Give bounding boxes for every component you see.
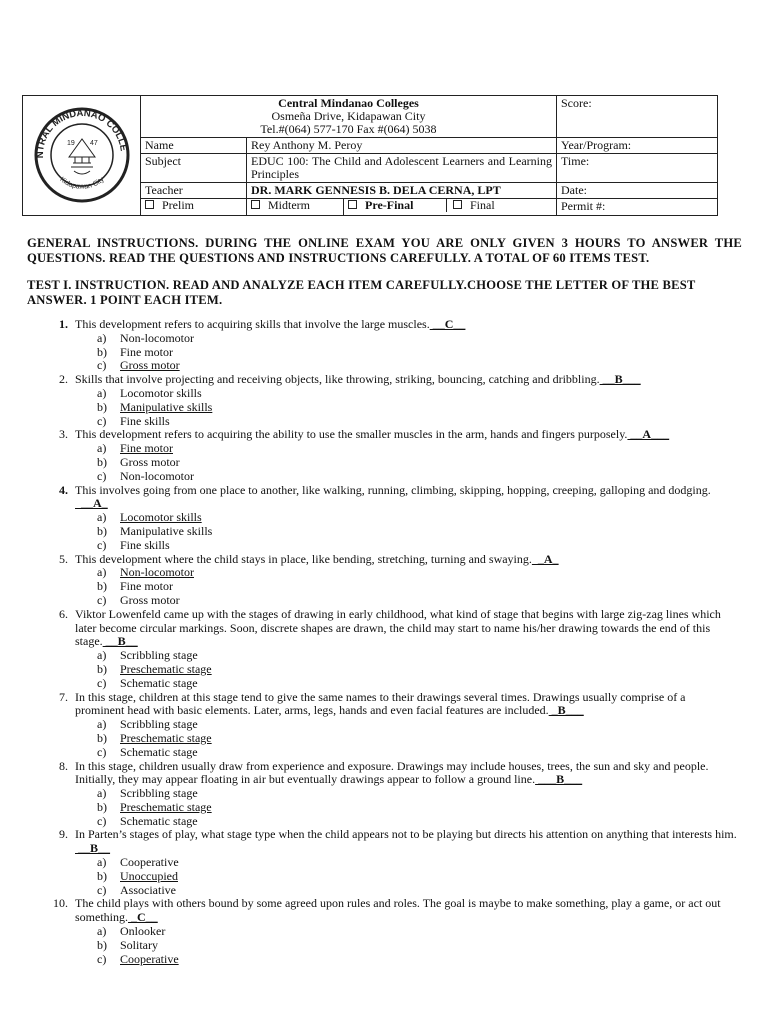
option-text: Fine motor <box>120 441 173 456</box>
question-text-block <box>75 828 737 856</box>
svg-text:19: 19 <box>66 140 75 147</box>
answer-option <box>0 815 768 829</box>
checkbox-icon <box>145 200 154 209</box>
question-text-block <box>75 318 737 332</box>
option-letter: a) <box>97 648 107 663</box>
question-number: 4. <box>59 482 68 497</box>
question-text: The child plays with others bound by some agreed upon rules and roles. The goal is maybe to make something, play a game, or act out something. <box>75 896 721 925</box>
option-letter: c) <box>97 882 107 897</box>
question-item <box>0 484 768 553</box>
term-final[interactable]: Final <box>447 199 495 212</box>
option-text: Locomotor skills <box>120 385 202 400</box>
question-text-block <box>75 428 737 442</box>
option-text: Non-locomotor <box>120 468 194 483</box>
school-info-cell <box>141 96 557 138</box>
answer-blank: __A_ <box>75 496 108 511</box>
question-number: 8. <box>59 758 68 773</box>
question-text-block <box>75 484 737 512</box>
question-text: In this stage, children at this stage tend to give the same names to their drawings several times. Drawings usually comprise of a prominent head with basic elements. Later, arms, legs, hands and even facial features are included. <box>75 689 686 718</box>
school-address: Osmeña Drive, Kidapawan City <box>271 109 426 123</box>
question-number: 6. <box>59 606 68 621</box>
option-letter: a) <box>97 786 107 801</box>
answer-option <box>0 580 768 594</box>
checkbox-icon <box>453 200 462 209</box>
subject-value: EDUC 100: The Child and Adolescent Learners and Learning Principles <box>247 154 557 183</box>
option-letter: c) <box>97 951 107 966</box>
question-number: 2. <box>59 372 68 387</box>
answer-blank: __B___ <box>599 372 641 387</box>
answer-option <box>0 953 768 967</box>
term-midterm[interactable]: Midterm <box>247 199 344 216</box>
question-text: In Parten’s stages of play, what stage type when the child appears not to be playing but directs his attention on anything that interests him. <box>75 827 737 842</box>
question-item <box>0 428 768 483</box>
option-text: Solitary <box>120 937 158 952</box>
answer-blank: __A___ <box>627 427 670 442</box>
checkbox-icon <box>348 200 357 209</box>
option-text: Gross motor <box>120 454 180 469</box>
option-text: Associative <box>120 882 176 897</box>
option-text: Unoccupied <box>120 868 178 883</box>
option-text: Schematic stage <box>120 675 198 690</box>
option-text: Onlooker <box>120 924 166 939</box>
option-text: Non-locomotor <box>120 330 194 345</box>
question-text-block <box>75 691 737 719</box>
answer-option <box>0 346 768 360</box>
school-seal-logo <box>29 105 135 203</box>
option-letter: b) <box>97 730 107 745</box>
question-number: 10. <box>53 896 68 911</box>
answer-blank: __B__ <box>75 841 111 856</box>
question-text-block <box>75 553 737 567</box>
question-item <box>0 608 768 691</box>
test-instruction: TEST I. INSTRUCTION. READ AND ANALYZE EACH ITEM CAREFULLY.CHOOSE THE LETTER OF THE BEST ANSWER. 1 POINT EACH ITEM. <box>27 278 696 307</box>
answer-option <box>0 566 768 580</box>
answer-option <box>0 718 768 732</box>
year-program-cell: Year/Program: <box>557 138 718 154</box>
answer-option <box>0 539 768 553</box>
answer-option <box>0 387 768 401</box>
option-text: Scribbling stage <box>120 648 198 663</box>
option-letter: b) <box>97 579 107 594</box>
option-text: Schematic stage <box>120 744 198 759</box>
option-text: Scribbling stage <box>120 786 198 801</box>
option-text: Fine motor <box>120 579 173 594</box>
exam-header-table <box>22 95 718 216</box>
answer-blank: __B__ <box>102 634 138 649</box>
answer-option <box>0 332 768 346</box>
option-letter: c) <box>97 468 107 483</box>
option-letter: b) <box>97 868 107 883</box>
option-text: Manipulative skills <box>120 399 213 414</box>
question-number: 5. <box>59 551 68 566</box>
question-text-block <box>75 608 737 649</box>
option-letter: a) <box>97 385 107 400</box>
option-letter: a) <box>97 510 107 525</box>
answer-blank: ___B___ <box>535 772 583 787</box>
svg-text:Kidapawan City: Kidapawan City <box>57 176 106 191</box>
answer-option <box>0 594 768 608</box>
option-letter: a) <box>97 565 107 580</box>
question-item <box>0 897 768 966</box>
option-letter: c) <box>97 413 107 428</box>
answer-option <box>0 925 768 939</box>
question-text-block <box>75 760 737 788</box>
answer-option <box>0 663 768 677</box>
option-letter: c) <box>97 358 107 373</box>
option-text: Scribbling stage <box>120 717 198 732</box>
option-text: Cooperative <box>120 951 179 966</box>
option-letter: b) <box>97 344 107 359</box>
answer-blank: _A_ <box>531 551 559 566</box>
teacher-value: DR. MARK GENNESIS B. DELA CERNA, LPT <box>247 183 557 199</box>
question-item <box>0 760 768 829</box>
question-number: 1. <box>59 317 68 331</box>
question-list <box>0 318 768 966</box>
name-label: Name <box>141 138 247 154</box>
option-text: Preschematic stage <box>120 730 212 745</box>
option-text: Cooperative <box>120 855 179 870</box>
question-text: This development refers to acquiring skills that involve the large muscles. <box>75 317 430 331</box>
answer-blank: _C__ <box>128 910 158 925</box>
term-prelim[interactable]: Prelim <box>141 199 247 216</box>
answer-option <box>0 456 768 470</box>
question-text: This involves going from one place to another, like walking, running, climbing, skipping, hopping, creeping, galloping and dodging. <box>75 482 711 497</box>
answer-option <box>0 470 768 484</box>
answer-option <box>0 415 768 429</box>
option-letter: c) <box>97 744 107 759</box>
answer-option <box>0 649 768 663</box>
question-item <box>0 691 768 760</box>
question-item <box>0 373 768 428</box>
option-letter: b) <box>97 399 107 414</box>
permit-cell: Permit #: <box>557 199 718 216</box>
option-text: Gross motor <box>120 358 180 373</box>
answer-blank: _B___ <box>548 703 584 718</box>
answer-option <box>0 870 768 884</box>
option-letter: a) <box>97 441 107 456</box>
answer-blank: __C__ <box>429 317 466 331</box>
option-letter: a) <box>97 330 107 345</box>
option-text: Gross motor <box>120 592 180 607</box>
subject-label: Subject <box>141 154 247 183</box>
score-cell: Score: <box>557 96 718 138</box>
option-letter: b) <box>97 937 107 952</box>
answer-option <box>0 401 768 415</box>
answer-option <box>0 939 768 953</box>
option-letter: a) <box>97 717 107 732</box>
answer-option <box>0 677 768 691</box>
answer-option <box>0 856 768 870</box>
question-text: Skills that involve projecting and receiving objects, like throwing, striking, bouncing, catching and dribbling. <box>75 372 600 387</box>
answer-option <box>0 511 768 525</box>
option-letter: a) <box>97 855 107 870</box>
option-text: Fine skills <box>120 413 170 428</box>
term-prefinal-final <box>344 199 557 216</box>
question-item <box>0 318 768 373</box>
question-text-block <box>75 897 737 925</box>
option-letter: a) <box>97 924 107 939</box>
question-number: 3. <box>59 427 68 442</box>
answer-option <box>0 884 768 898</box>
question-item <box>0 553 768 608</box>
svg-text:CENTRAL MINDANAO COLLEGES: NTRAL MINDANAO COLLE <box>34 107 129 159</box>
school-name: Central Mindanao Colleges <box>278 96 419 110</box>
school-phone: Tel.#(064) 577-170 Fax #(064) 5038 <box>260 122 437 136</box>
question-number: 9. <box>59 827 68 842</box>
option-text: Fine motor <box>120 344 173 359</box>
question-text: This development where the child stays in place, like bending, stretching, turning and swaying. <box>75 551 532 566</box>
option-text: Locomotor skills <box>120 510 202 525</box>
time-cell: Time: <box>557 154 718 183</box>
option-text: Schematic stage <box>120 813 198 828</box>
option-text: Preschematic stage <box>120 799 212 814</box>
general-instructions: GENERAL INSTRUCTIONS. DURING THE ONLINE EXAM YOU ARE ONLY GIVEN 3 HOURS TO ANSWER THE QUESTIONS. READ THE QUESTIONS AND INSTRUCTIONS CAREFULLY. A TOTAL OF 60 ITEMS TEST. <box>27 236 742 265</box>
svg-text:47: 47 <box>89 140 98 147</box>
answer-option <box>0 359 768 373</box>
question-text: This development refers to acquiring the ability to use the smaller muscles in the arm, hands and fingers purposely. <box>75 427 628 442</box>
option-letter: c) <box>97 813 107 828</box>
option-letter: b) <box>97 661 107 676</box>
answer-option <box>0 801 768 815</box>
name-value: Rey Anthony M. Peroy <box>247 138 557 154</box>
option-text: Non-locomotor <box>120 565 194 580</box>
option-text: Fine skills <box>120 537 170 552</box>
option-text: Preschematic stage <box>120 661 212 676</box>
option-letter: b) <box>97 799 107 814</box>
answer-option <box>0 787 768 801</box>
answer-option <box>0 525 768 539</box>
answer-option <box>0 442 768 456</box>
date-cell: Date: <box>557 183 718 199</box>
question-text: In this stage, children usually draw from experience and exposure. Drawings may include houses, trees, the sun and sky and people. Initially, they may appear floating in air but eventually drawings appear to follow a ground line. <box>75 758 709 787</box>
school-logo-cell <box>23 96 141 216</box>
question-text: Viktor Lowenfeld came up with the stages of drawing in early childhood, what kind of stage that begins with large zig-zag lines which later become circular markings. Soon, discrete shapes are drawn, the child may start to name his/her drawing towards the end of this stage. <box>75 606 721 649</box>
option-text: Manipulative skills <box>120 523 213 538</box>
answer-option <box>0 746 768 760</box>
option-letter: c) <box>97 537 107 552</box>
question-text-block <box>75 373 737 387</box>
question-number: 7. <box>59 689 68 704</box>
option-letter: b) <box>97 523 107 538</box>
teacher-label: Teacher <box>141 183 247 199</box>
question-item <box>0 828 768 897</box>
term-prefinal[interactable]: Pre-Final <box>348 199 447 212</box>
option-letter: b) <box>97 454 107 469</box>
option-letter: c) <box>97 592 107 607</box>
checkbox-icon <box>251 200 260 209</box>
answer-option <box>0 732 768 746</box>
option-letter: c) <box>97 675 107 690</box>
